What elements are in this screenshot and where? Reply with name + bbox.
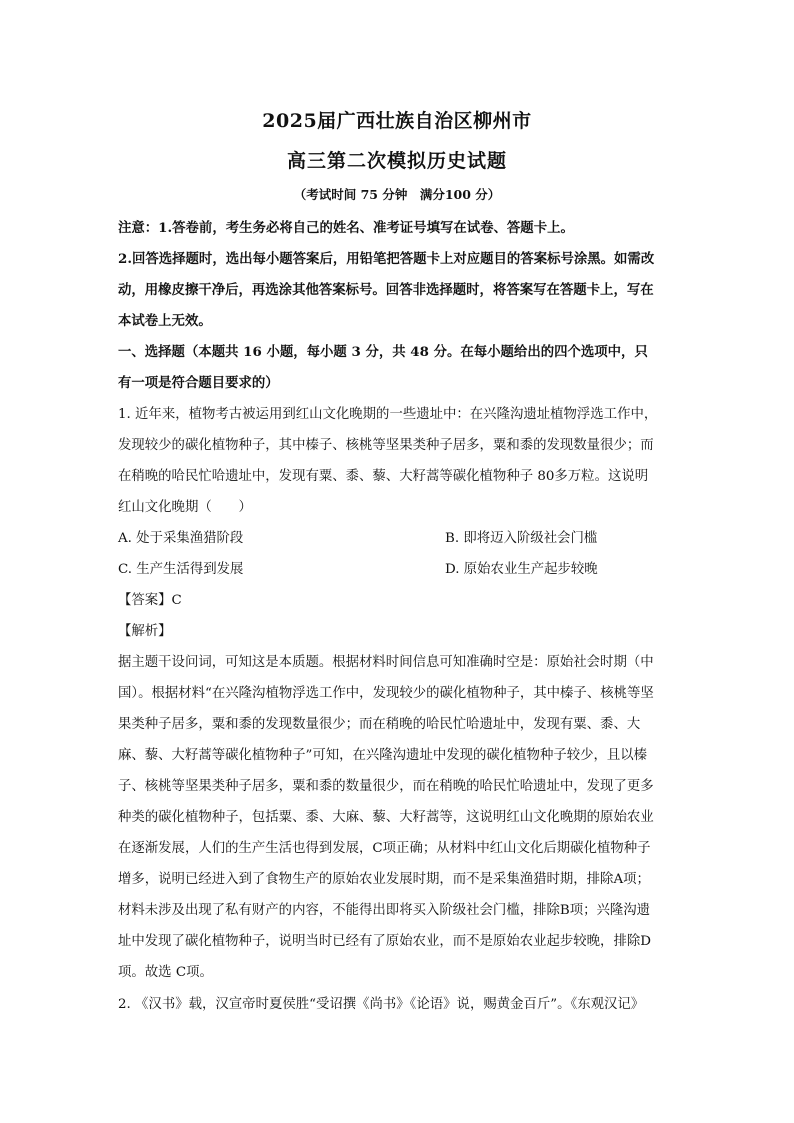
question-2-stem: 2. 《汉书》载，汉宣帝时夏侯胜“受诏撰《尚书》《论语》说，赐黄金百斤”。《东观汉记》 bbox=[118, 997, 645, 1012]
exam-title-line2: 高三第二次模拟历史试题 bbox=[286, 150, 507, 172]
question-1-stem: 1. 近年来，植物考古被运用到红山文化晚期的一些遗址中：在兴隆沟遗址植物浮选工作中，发现较少的碳化植物种子，其中榛子、核桃等坚果类种子居多，粟和黍的发现数量很少；而在稍晚的哈民忙哈遗址中，发现有粟、黍、藜、大籽蒿等碳化植物种子 80多万粒。这说明红山文化晚期（ ） bbox=[118, 407, 658, 515]
question-1-answer: 【答案】C bbox=[118, 593, 182, 608]
question-1-option-a: A. 处于采集渔猎阶段 bbox=[118, 531, 244, 546]
question-1-option-c: C. 生产生活得到发展 bbox=[118, 562, 244, 577]
exam-title-line1: 2025届广西壮族自治区柳州市 bbox=[262, 110, 532, 132]
question-1-option-b: B. 即将迈入阶级社会门槛 bbox=[445, 531, 598, 546]
note-1: 注意：1.答卷前，考生务必将自己的姓名、准考证号填写在试卷、答题卡上。 bbox=[118, 220, 574, 236]
note-2 bbox=[118, 244, 658, 337]
question-1-option-d: D. 原始农业生产起步较晚 bbox=[445, 562, 598, 577]
question-1-analysis: 据主题干设问词，可知这是本质题。根据材料时间信息可知准确时空是：原始社会时期（中国）。根据材料“在兴隆沟植物浮选工作中，发现较少的碳化植物种子，其中榛子、核桃等坚果类种子居多，粟和黍的发现数量很少；而在稍晚的哈民忙哈遗址中，发现有粟、黍、大麻、藜、大籽蒿等碳化植物种子”可知，在兴隆沟遗址中发现的碳化植物种子较少，且以榛子、核桃等坚果类种子居多，粟和黍的数量很少，而在稍晚的哈民忙哈遗址中，发现了更多种类的碳化植物种子，包括粟、黍、大麻、藜、大籽蒿等，这说明红山文化晚期的原始农业在逐渐发展，人们的生产生活也得到发展，C项正确；从材料中红山文化后期碳化植物种子增多，说明已经进入到了食物生产的原始农业发展时期，而不是采集渔猎时期，排除A项；材料未涉及出现了私有财产的内容，不能得出即将买入阶级社会门槛，排除B项；兴隆沟遗址中发现了碳化植物种子，说明当时已经有了原始农业，而不是原始农业起步较晚，排除D项。故选 C项。 bbox=[118, 655, 654, 980]
question-1-analysis-label: 【解析】 bbox=[118, 624, 172, 639]
exam-meta: （考试时间 75 分钟 满分100 分） bbox=[293, 187, 501, 202]
section-heading: 一、选择题（本题共 16 小题，每小题 3 分，共 48 分。在每小题给出的四个选项中，只有一项是符合题目要求的） bbox=[118, 344, 648, 391]
note-2-text: 2.回答选择题时，选出每小题答案后，用铅笔把答题卡上对应题目的答案标号涂黑。如需改动，用橡皮擦干净后，再选涂其他答案标号。回答非选择题时，将答案写在答题卡上，写在本试卷上无效。 bbox=[118, 251, 655, 329]
